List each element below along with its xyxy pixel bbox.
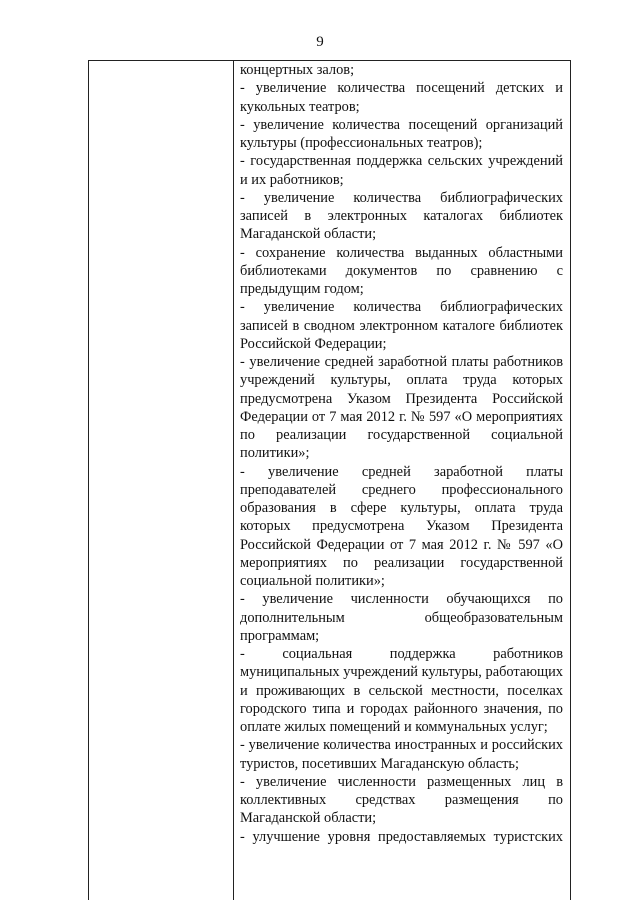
list-item: - увеличение количества библиографических записей в электронных каталогах библиотек Магаданской области; xyxy=(240,189,563,243)
list-item: - сохранение количества выданных областными библиотеками документов по сравнению с предыдущим годом; xyxy=(240,244,563,297)
column-divider xyxy=(233,61,234,900)
list-item: - увеличение количества библиографических записей в сводном электронном каталоге библиотек Российской Федерации; xyxy=(240,299,563,352)
list-item: - увеличение средней заработной платы работников учреждений культуры, оплата труда которых предусмотрена Указом Президента Российской Федерации от 7 мая 2012 г. № 597 «О мероприятиях по реализации государственной социальной политики»; xyxy=(240,354,563,462)
list-item: - улучшение уровня предоставляемых туристских xyxy=(240,828,563,845)
list-item: концертных залов; xyxy=(240,62,355,78)
document-table xyxy=(88,60,571,900)
results-text-cell xyxy=(240,61,563,846)
list-item: - увеличение численности размещенных лиц в коллективных средствах размещения по Магаданской области; xyxy=(240,773,563,827)
list-item: - увеличение количества посещений организаций культуры (профессиональных театров); xyxy=(240,116,563,151)
list-item: - социальная поддержка работников муниципальных учреждений культуры, работающих и проживающих в сельской местности, поселках городского типа и городах районного значения, по оплате жилых помещений и коммунальных услуг; xyxy=(240,646,563,735)
page-number: 9 xyxy=(316,34,324,50)
list-item: - увеличение количества посещений детских и кукольных театров; xyxy=(240,80,563,115)
list-item: - увеличение средней заработной платы преподавателей среднего профессионального образования в сфере культуры, оплата труда которых предусмотрена Указом Президента Российской Федерации от 7 мая 2012 г. № 597 «О мероприятиях по реализации государственной социальной политики»; xyxy=(240,463,563,589)
list-item: - увеличение количества иностранных и российских туристов, посетивших Магаданскую область; xyxy=(240,737,563,772)
list-item: - увеличение численности обучающихся по дополнительным общеобразовательным программам; xyxy=(240,591,563,644)
list-item: - государственная поддержка сельских учреждений и их работников; xyxy=(240,153,563,188)
